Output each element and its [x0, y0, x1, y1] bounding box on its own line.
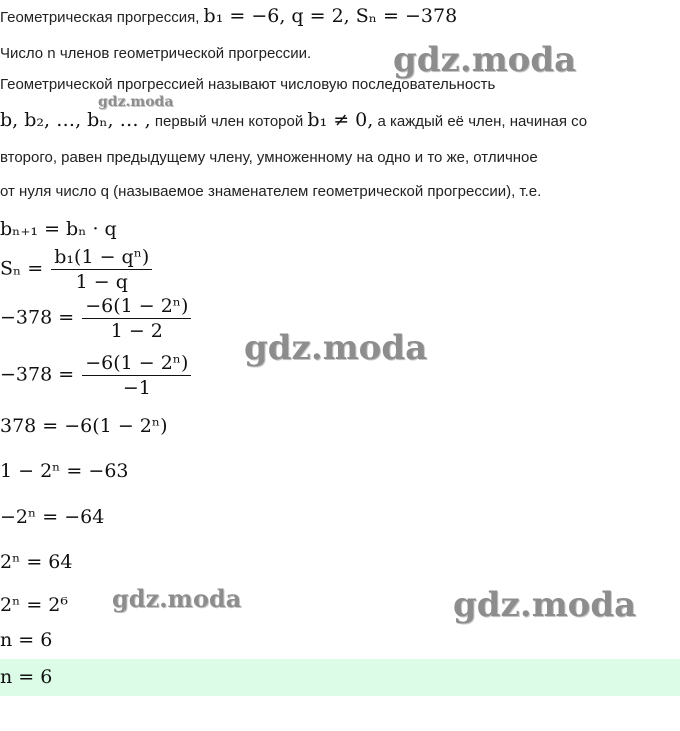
sequence-formula: b, b₂, …, bₙ, … , — [0, 109, 151, 131]
watermark-logo: gdz.moda — [112, 584, 242, 613]
given-text: Геометрическая прогрессия, — [0, 9, 200, 26]
definition-line-1: Геометрической прогрессией называют числовую последовательность — [0, 76, 496, 93]
step-same-base: 2ⁿ = 2⁶ — [0, 594, 69, 616]
substitution-denominator: 1 − 2 — [110, 320, 163, 342]
substitution-numerator: −6(1 − 2ⁿ) — [82, 295, 191, 319]
given-line — [0, 6, 457, 28]
sum-lhs: Sₙ = — [0, 257, 44, 280]
step-result: n = 6 — [0, 629, 53, 651]
definition-line-3: второго, равен предыдущему члену, умноженному на одно и то же, отличное — [0, 149, 538, 166]
definition-line-4: от нуля число q (называемое знаменателем геометрической прогрессии), т.е. — [0, 183, 542, 200]
definition-text-b: а каждый её член, начиная со — [377, 113, 588, 130]
definition-text-a: первый член которой — [154, 113, 304, 130]
step-multiply: 378 = −6(1 − 2ⁿ) — [0, 415, 168, 437]
step-negate: −2ⁿ = −64 — [0, 506, 105, 528]
given-formula: b₁ = −6, q = 2, Sₙ = −378 — [203, 5, 458, 27]
substitution-fraction — [82, 295, 191, 342]
substitution-lhs: −378 = — [0, 306, 75, 329]
simplified-step — [0, 352, 193, 399]
watermark-logo: gdz.moda — [453, 585, 637, 625]
simplified-denominator: −1 — [122, 377, 151, 399]
simplified-fraction — [82, 352, 191, 399]
simplified-lhs: −378 = — [0, 363, 75, 386]
answer-highlight — [0, 659, 680, 696]
sum-denominator: 1 − q — [75, 271, 128, 293]
sum-numerator: b₁(1 − qⁿ) — [51, 246, 152, 270]
watermark-logo: gdz.moda — [98, 94, 174, 110]
answer-text: n = 6 — [0, 666, 53, 688]
sum-fraction — [51, 246, 152, 293]
recurrence-formula: bₙ₊₁ = bₙ · q — [0, 218, 117, 240]
watermark-logo: gdz.moda — [393, 40, 577, 80]
substitution-step — [0, 295, 193, 342]
step-power: 2ⁿ = 64 — [0, 551, 73, 573]
task-text: Число n членов геометрической прогрессии. — [0, 45, 312, 62]
watermark-logo: gdz.moda — [244, 328, 428, 368]
definition-line-2 — [0, 110, 587, 132]
sum-formula — [0, 246, 154, 293]
task-line — [0, 44, 311, 64]
step-isolate: 1 − 2ⁿ = −63 — [0, 460, 129, 482]
simplified-numerator: −6(1 − 2ⁿ) — [82, 352, 191, 376]
first-term-condition: b₁ ≠ 0, — [307, 109, 374, 131]
